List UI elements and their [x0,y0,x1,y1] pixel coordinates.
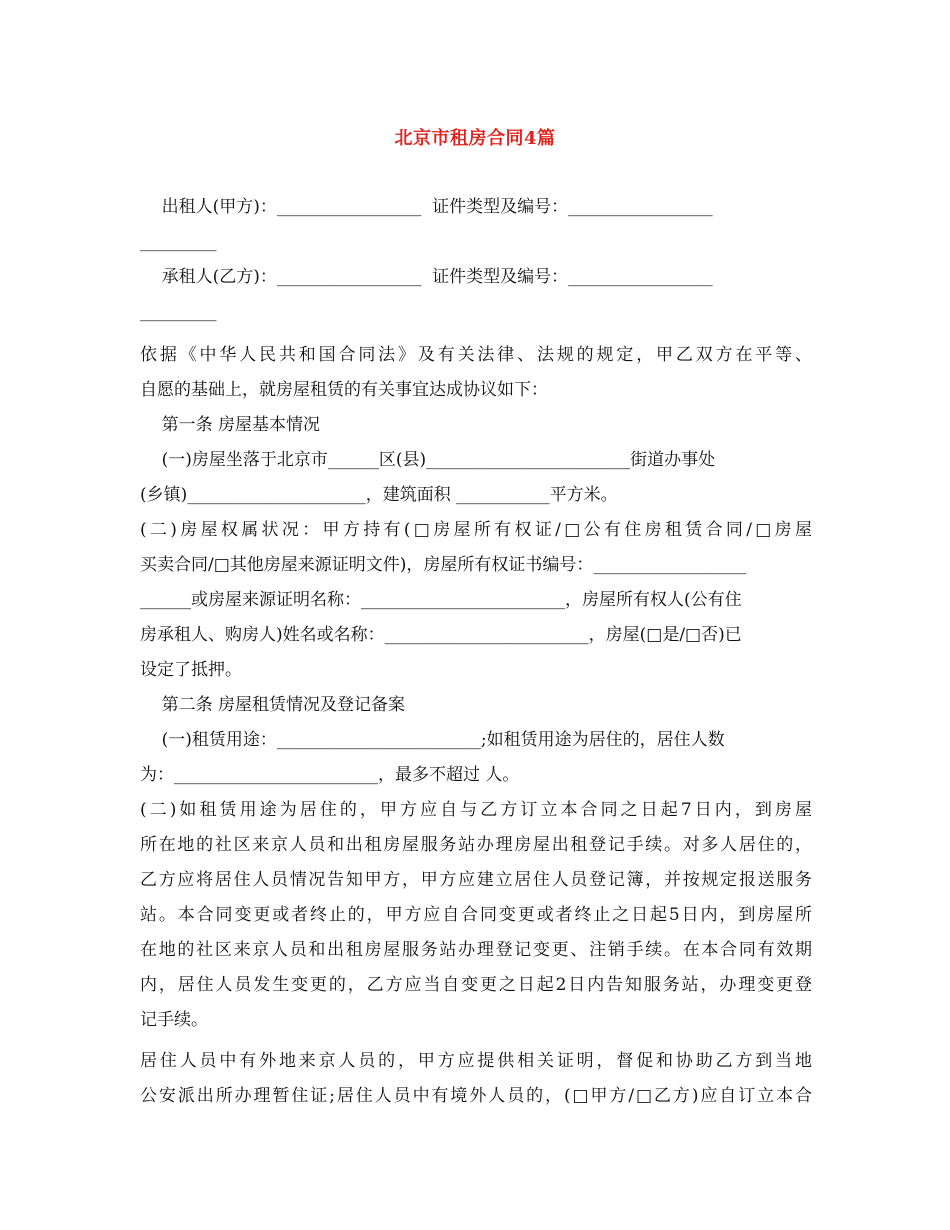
document-title: 北京市租房合同4篇 [394,128,556,149]
lessee-line: 承租人(乙方)：_________________ 证件类型及编号：_________________ [140,267,713,287]
paragraph-line: 为：________________________，最多不超过 人。 [140,765,520,785]
paragraph-line: (二)房屋权属状况：甲方持有(□房屋所有权证/□公有住房租赁合同/□房屋 [140,520,812,540]
paragraph-line: 公安派出所办理暂住证;居住人员中有境外人员的，(□甲方/□乙方)应自订立本合 [140,1086,812,1106]
paragraph-line: 设定了抵押。 [140,660,242,680]
paragraph-line: 房承租人、购房人)姓名或名称：________________________，房屋(□是/□否)已 [140,625,742,645]
paragraph-line: 居住人员中有外地来京人员的，甲方应提供相关证明，督促和协助乙方到当地 [140,1051,812,1071]
paragraph-line: 买卖合同/□其他房屋来源证明文件)，房屋所有权证书编号：__________________ [140,555,747,575]
paragraph-line: 依据《中华人民共和国合同法》及有关法律、法规的规定，甲乙双方在平等、 [140,345,812,365]
paragraph-line: 站。本合同变更或者终止的，甲方应自合同变更或者终止之日起5日内，到房屋所 [140,905,812,925]
paragraph-line: (一)租赁用途：________________________;如租赁用途为居住的，居住人数 [140,730,725,750]
lessor-id-continuation: _________ [140,232,217,252]
section-heading: 第一条 房屋基本情况 [140,415,321,435]
section-heading: 第二条 房屋租赁情况及登记备案 [140,695,406,715]
paragraph-line: (二)如租赁用途为居住的，甲方应自与乙方订立本合同之日起7日内，到房屋 [140,800,812,820]
paragraph-line: 内，居住人员发生变更的，乙方应当自变更之日起2日内告知服务站，办理变更登 [140,975,812,995]
paragraph-line: (一)房屋坐落于北京市______区(县)________________________街道办事处 [140,450,716,470]
lessee-id-continuation: _________ [140,302,217,322]
paragraph-line: 乙方应将居住人员情况告知甲方，甲方应建立居住人员登记簿，并按规定报送服务 [140,870,812,890]
lessor-line: 出租人(甲方)：_________________ 证件类型及编号：_________________ [140,197,713,217]
paragraph-line: 所在地的社区来京人员和出租房屋服务站办理房屋出租登记手续。对多人居住的， [140,835,812,855]
paragraph-line: 记手续。 [140,1010,208,1030]
paragraph-line: (乡镇)_____________________，建筑面积 ___________平方米。 [140,485,618,505]
document-body [140,190,812,1114]
paragraph-line: 自愿的基础上，就房屋租赁的有关事宜达成协议如下： [140,380,548,400]
paragraph-line: ______或房屋来源证明名称：________________________，房屋所有权人(公有住 [140,590,742,610]
paragraph-line: 在地的社区来京人员和出租房屋服务站办理登记变更、注销手续。在本合同有效期 [140,940,812,960]
